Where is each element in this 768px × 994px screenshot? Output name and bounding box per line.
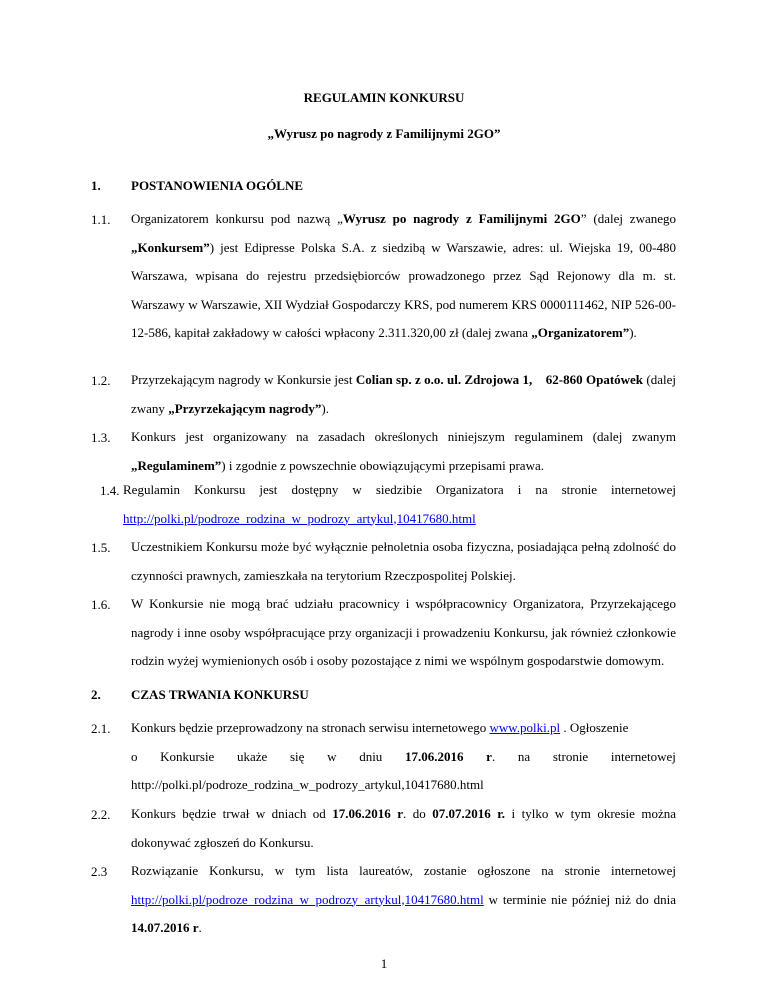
regulations-link[interactable]: http://polki.pl/podroze_rodzina_w_podrozy_artykul,10417680.html (123, 510, 476, 526)
paragraph-number: 1.1. (91, 212, 111, 227)
section-number: 1. (91, 178, 101, 193)
document-title: REGULAMIN KONKURSU (303, 90, 465, 105)
paragraph-number: 1.3. (91, 430, 111, 445)
section-heading: CZAS TRWANIA KONKURSU (131, 687, 309, 702)
section-heading: POSTANOWIENIA OGÓLNE (131, 178, 304, 193)
paragraph-number: 1.4. (100, 483, 120, 498)
paragraph-1-6: W Konkursie nie mogą brać udziału pracownicy i współpracownicy Organizatora, Przyrzekającego nagrody i inne osoby współpracujące przy organizacji i prowadzeniu Konkursu, jak również członkowie rodzin wyżej wymienionych osób i osoby pozostające z nimi we wspólnym gospodarstwie domowym. (131, 596, 676, 668)
contest-name: „Wyrusz po nagrody z Familijnymi 2GO” (267, 126, 501, 141)
paragraph-number: 1.6. (91, 597, 111, 612)
paragraph-number: 1.2. (91, 373, 111, 388)
polki-link[interactable]: www.polki.pl (489, 720, 561, 735)
paragraph-number: 2.3 (91, 864, 108, 879)
paragraph-2-2: Konkurs będzie trwał w dniach od 17.06.2016 r. do 07.07.2016 r. i tylko w tym okresie można dokonywać zgłoszeń do Konkursu. (131, 806, 677, 850)
paragraph-1-1: Organizatorem konkursu pod nazwą „Wyrusz po nagrody z Familijnymi 2GO” (dalej zwanego „Konkursem”) jest Edipresse Polska S.A. z siedzibą w Warszawie, adres: ul. Wiejska 19, 00-480 Warszawa, wpisana do rejestru przedsiębiorców prowadzonego przez Sąd Rejonowy dla m. st. Warszawy w Warszawie, XII Wydział Gospodarczy KRS, pod numerem KRS 0000111462, NIP 526-00-12-586, kapitał zakładowy w całości wpłacony 2.311.320,00 zł (dalej zwana „Organizatorem”). (131, 211, 676, 340)
paragraph-2-1: Konkurs będzie przeprowadzony na stronach serwisu internetowego www.polki.pl . Ogłoszenie o Konkursie ukaże się w dniu 17.06.2016 r. na stronie internetowej http://polki.pl/podroze_rodzina_w_podrozy_artykul,10417680.html (131, 714, 676, 800)
paragraph-2-3: Rozwiązanie Konkursu, w tym lista laureatów, zostanie ogłoszone na stronie internetowej http://polki.pl/podroze_rodzina_w_podrozy_artykul,10417680.html w terminie nie później niż do dnia 14.07.2016 r. (131, 863, 676, 935)
paragraph-number: 2.1. (91, 721, 111, 736)
paragraph-number: 1.5. (91, 540, 111, 555)
section-number: 2. (91, 687, 101, 702)
contest-url-text: http://polki.pl/podroze_rodzina_w_podrozy_artykul,10417680.html (131, 777, 484, 792)
paragraph-1-2: Przyrzekającym nagrody w Konkursie jest Colian sp. z o.o. ul. Zdrojowa 1, 62-860 Opatówek (dalej zwany „Przyrzekającym nagrody”). (131, 372, 677, 416)
paragraph-1-3: Konkurs jest organizowany na zasadach określonych niniejszym regulaminem (dalej zwanym „Regulaminem”) i zgodnie z powszechnie obowiązującymi przepisami prawa. (131, 429, 676, 473)
results-link[interactable]: http://polki.pl/podroze_rodzina_w_podrozy_artykul,10417680.html (131, 891, 484, 907)
paragraph-number: 2.2. (91, 807, 111, 822)
paragraph-1-4: Regulamin Konkursu jest dostępny w siedzibie Organizatora i na stronie internetowej http://polki.pl/podroze_rodzina_w_podrozy_artykul,10417680.html (123, 482, 676, 526)
page-number: 1 (380, 956, 388, 971)
paragraph-1-5: Uczestnikiem Konkursu może być wyłącznie pełnoletnia osoba fizyczna, posiadająca pełną zdolność do czynności prawnych, zamieszkała na terytorium Rzeczpospolitej Polskiej. (131, 539, 676, 583)
